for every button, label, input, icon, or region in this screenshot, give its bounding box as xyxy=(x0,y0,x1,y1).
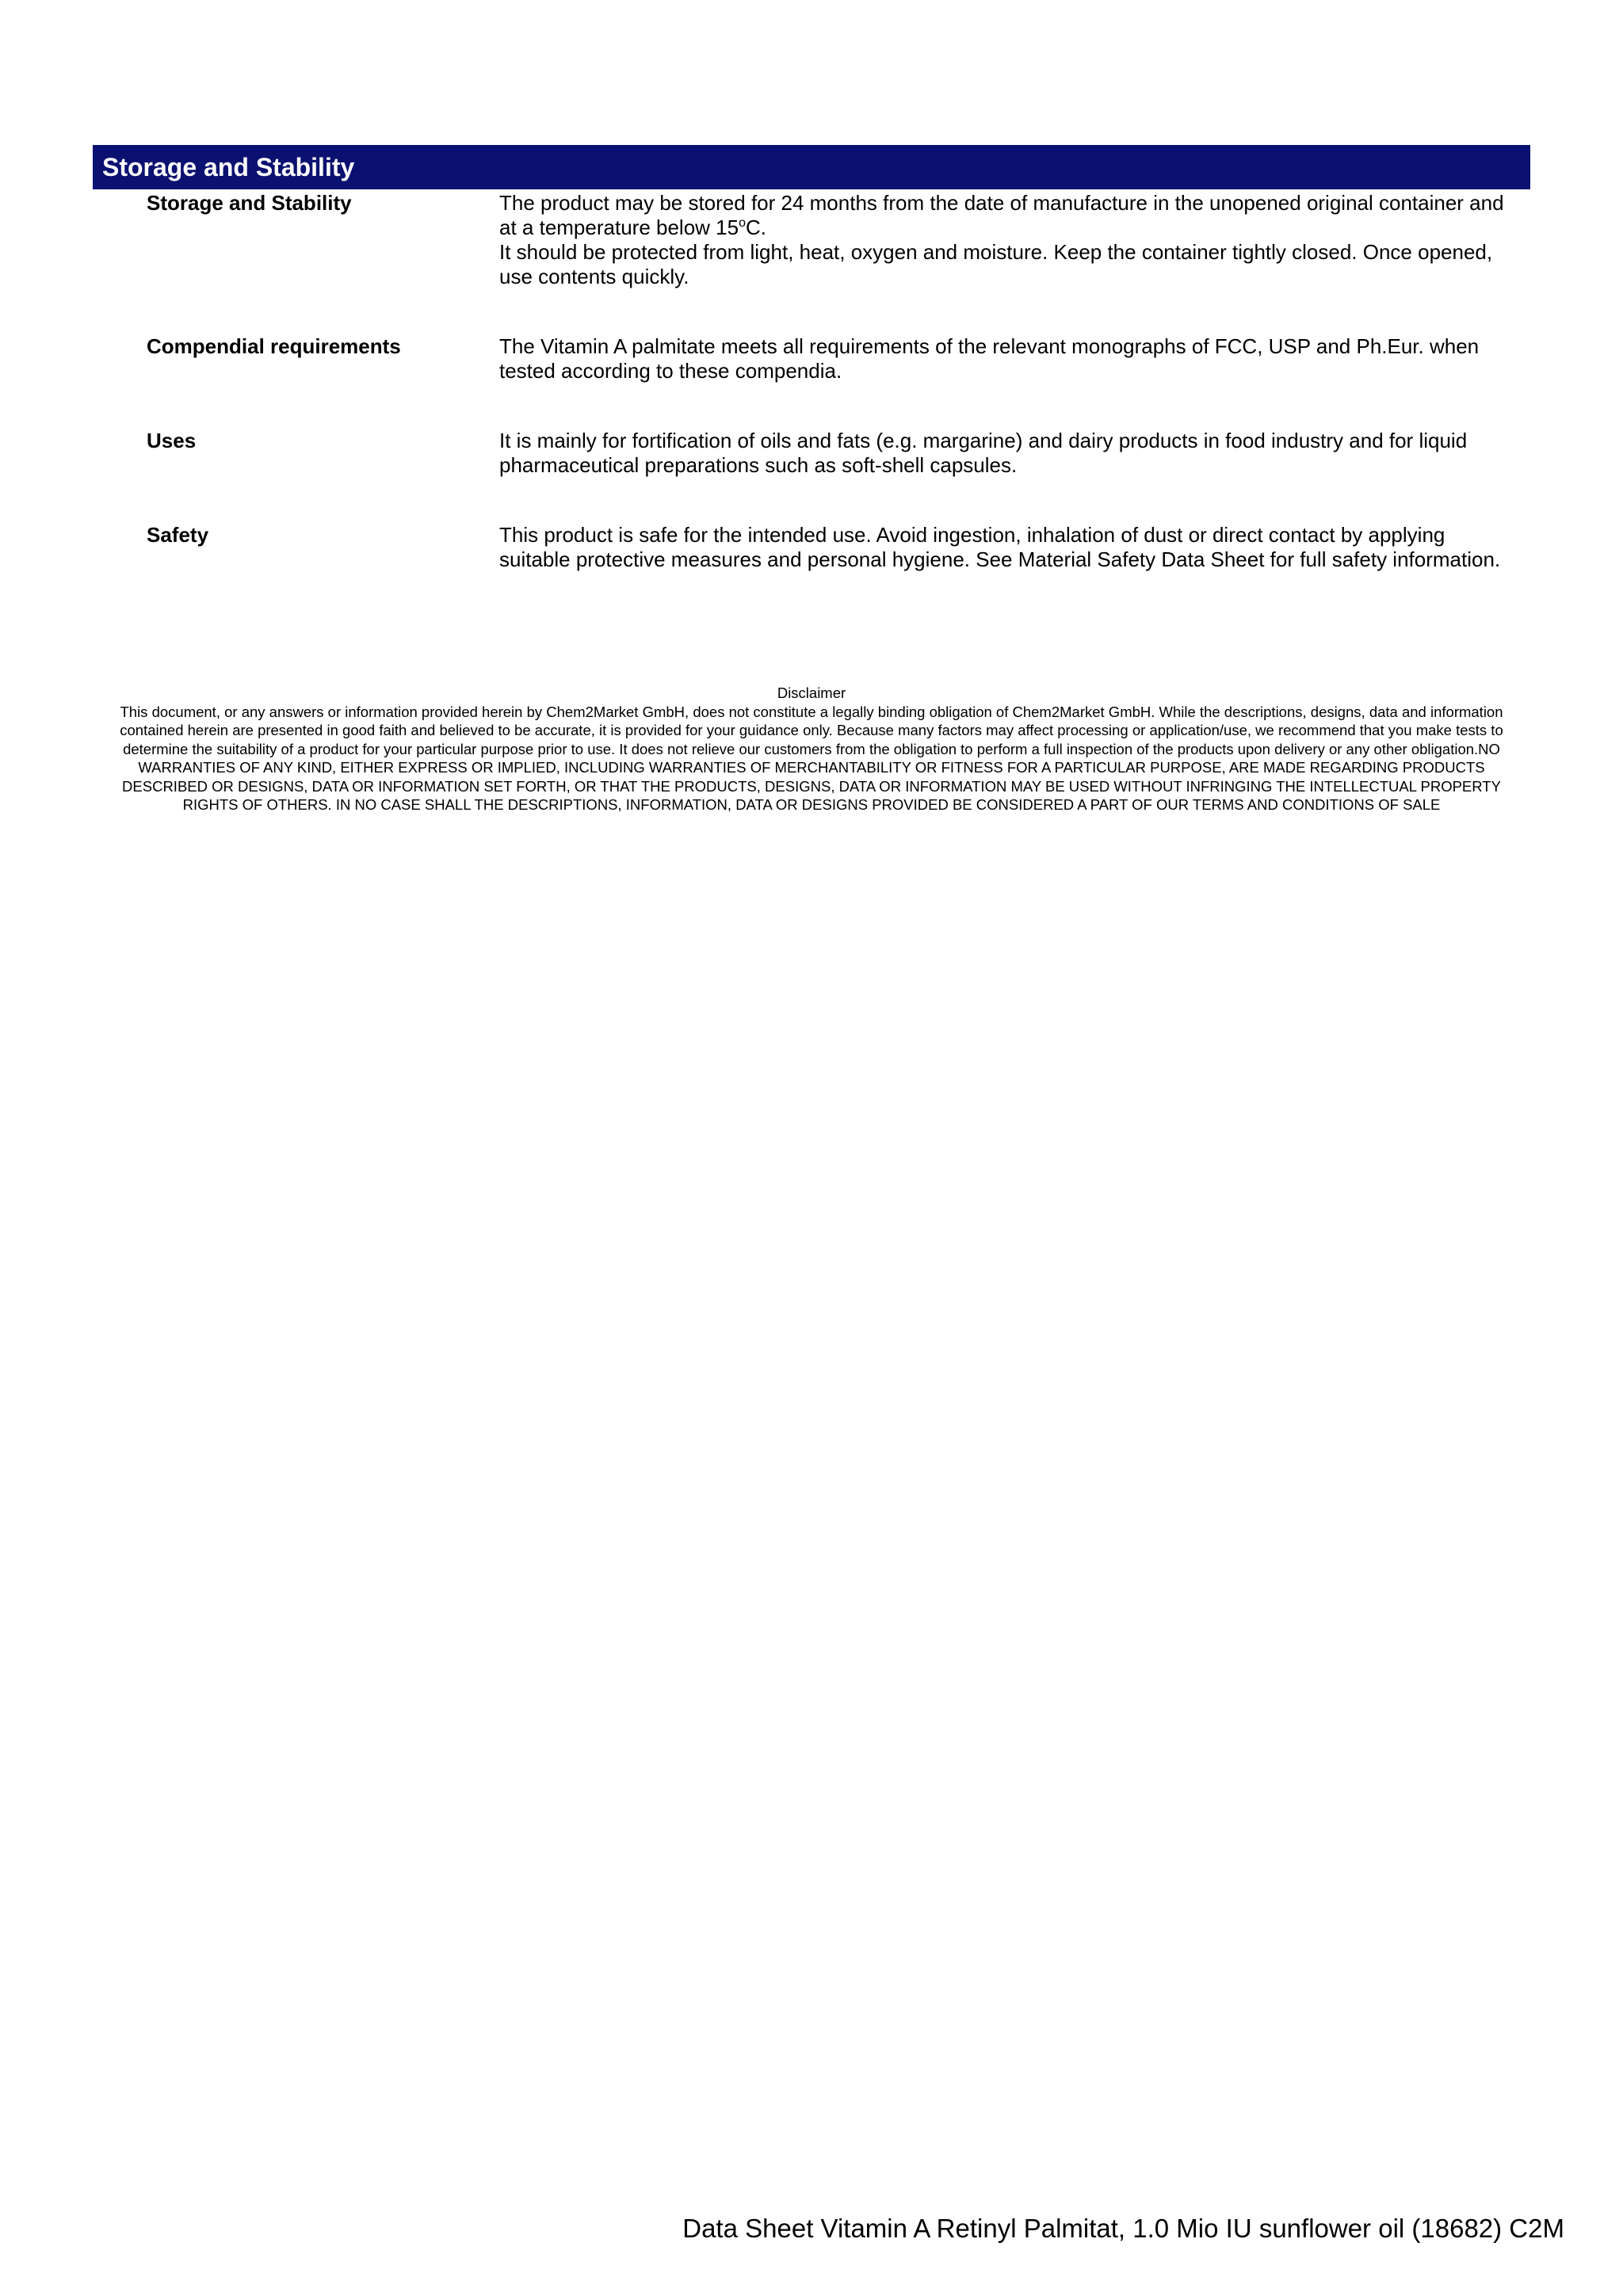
safety-label: Safety xyxy=(147,523,209,547)
storage-text-line2: It should be protected from light, heat, oxygen and moisture. Keep the container tightly closed. Once opened, use contents quickly. xyxy=(499,240,1493,288)
degree-symbol: o xyxy=(739,216,746,230)
disclaimer-title: Disclaimer xyxy=(777,685,846,701)
section-header xyxy=(93,145,1530,189)
compendial-label: Compendial requirements xyxy=(147,334,401,358)
storage-text-line1-post: C. xyxy=(745,215,766,239)
disclaimer xyxy=(95,684,1528,814)
disclaimer-body: This document, or any answers or information provided herein by Chem2Market GmbH, does not constitute a legally binding obligation of Chem2Market GmbH. While the descriptions, designs, data and information contained herein are presented in good faith and believed to be accurate, it is provided for your guidance only. Because many factors may affect processing or application/use, we recommend that you make tests to determine the suitability of a product for your particular purpose prior to use. It does not relieve our customers from the obligation to perform a full inspection of the products upon delivery or any other obligation.NO WARRANTIES OF ANY KIND, EITHER EXPRESS OR IMPLIED, INCLUDING WARRANTIES OF MERCHANTABILITY OR FITNESS FOR A PARTICULAR PURPOSE, ARE MADE REGARDING PRODUCTS DESCRIBED OR DESIGNS, DATA OR INFORMATION SET FORTH, OR THAT THE PRODUCTS, DESIGNS, DATA OR INFORMATION MAY BE USED WITHOUT INFRINGING THE INTELLECTUAL PROPERTY RIGHTS OF OTHERS. IN NO CASE SHALL THE DESCRIPTIONS, INFORMATION, DATA OR DESIGNS PROVIDED BE CONSIDERED A PART OF OUR TERMS AND CONDITIONS OF SALE xyxy=(120,703,1503,813)
section-title: Storage and Stability xyxy=(102,153,355,181)
compendial-text: The Vitamin A palmitate meets all requirements of the relevant monographs of FCC, USP and Ph.Eur. when tested according to these compendia. xyxy=(499,334,1480,383)
safety-text: This product is safe for the intended use. Avoid ingestion, inhalation of dust or direct contact by applying suitable protective measures and personal hygiene. See Material Safety Data Sheet for full safety information. xyxy=(499,523,1501,571)
uses-text: It is mainly for fortification of oils and fats (e.g. margarine) and dairy products in food industry and for liquid pharmaceutical preparations such as soft-shell capsules. xyxy=(499,429,1468,477)
storage-label: Storage and Stability xyxy=(147,191,352,215)
storage-text xyxy=(499,191,1506,289)
uses-label: Uses xyxy=(147,429,197,452)
footer-document-title: Data Sheet Vitamin A Retinyl Palmitat, 1.0 Mio IU sunflower oil (18682) C2M xyxy=(682,2214,1564,2243)
storage-text-line1-pre: The product may be stored for 24 months from the date of manufacture in the unopened original container and at a temperature below 15 xyxy=(499,191,1504,239)
storage-text-line1 xyxy=(499,191,1506,240)
